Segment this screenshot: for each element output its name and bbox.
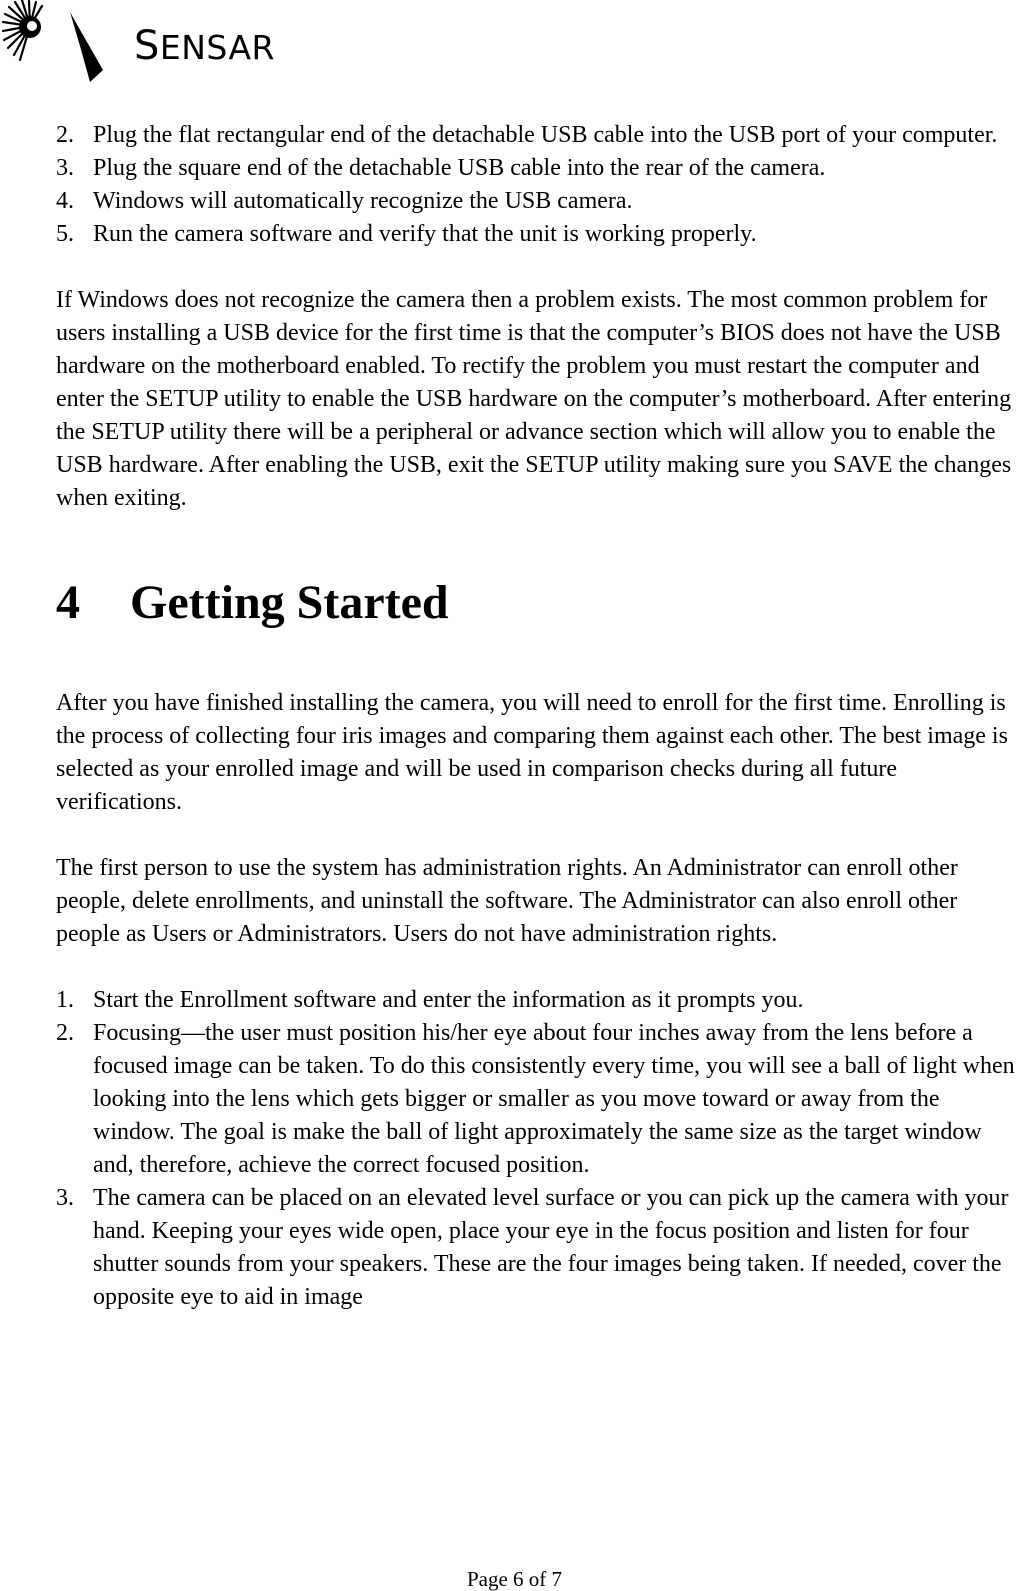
admin-paragraph: The first person to use the system has administration rights. An Administrator can enroll other people, delete enrollments, and uninstall the software. The Administrator can also enroll other people as Users or Administrators. Users do not have administration rights. (56, 855, 958, 947)
install-steps-list (56, 119, 1026, 251)
list-item: 3. The camera can be placed on an elevated level surface or you can pick up the camera with your hand. Keeping your eyes wide open, place your eye in the focus position and listen for four shutter sounds from your speakers. These are the four images being taken. If needed, cover the opposite eye to aid in image (56, 1185, 1009, 1310)
troubleshoot-paragraph: If Windows does not recognize the camera then a problem exists. The most common problem for users installing a USB device for the first time is that the computer’s BIOS does not have the USB hardware on the motherboard enabled. To rectify the problem you must restart the computer and enter the SETUP utility to enable the USB hardware on the computer’s motherboard. After entering the SETUP utility there will be a peripheral or advance section which will allow you to enable the USB hardware. After enabling the USB, exit the SETUP utility making sure you SAVE the changes when exiting. (56, 287, 1012, 511)
list-item: 2. Focusing—the user must position his/her eye about four inches away from the lens before a focused image can be taken. To do this consistently every time, you will see a ball of light when looking into the lens which gets bigger or smaller as you move toward or away from the window. The goal is make the ball of light approximately the same size as the target window and, therefore, achieve the correct focused position. (56, 1020, 1015, 1178)
list-item: 5. Run the camera software and verify that the unit is working properly. (56, 221, 757, 247)
logo-wordmark: SENSAR (134, 23, 275, 69)
section-heading (56, 575, 1026, 631)
section-title: Getting Started (130, 576, 449, 629)
sensar-logo (0, 0, 300, 85)
page-footer: Page 6 of 7 (466, 1567, 563, 1591)
list-item: 1. Start the Enrollment software and enter the information as it prompts you. (56, 987, 804, 1013)
list-item: 4. Windows will automatically recognize the USB camera. (56, 188, 633, 214)
page-content (56, 119, 1026, 1314)
enroll-paragraph: After you have finished installing the camera, you will need to enroll for the first time. Enrolling is the process of collecting four iris images and comparing them against each other. The best image is selected as your enrolled image and will be used in comparison checks during all future verifications. (56, 690, 1008, 815)
enroll-steps-list (56, 984, 1026, 1314)
section-number: 4 (56, 576, 80, 629)
list-item: 2. Plug the flat rectangular end of the detachable USB cable into the USB port of your computer. (56, 122, 998, 148)
list-item: 3. Plug the square end of the detachable USB cable into the rear of the camera. (56, 155, 826, 181)
sensar-sunburst-icon (0, 0, 120, 85)
